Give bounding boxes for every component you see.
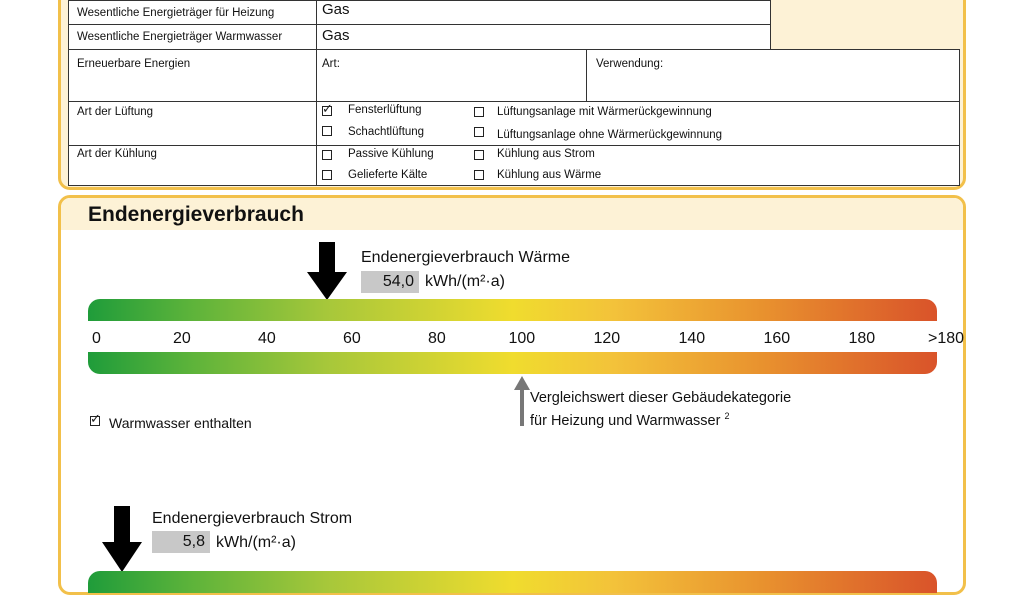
scale-bar-top [88,299,937,321]
vergleich-text-line2 [530,411,730,429]
waerme-unit: kWh/(m²·a) [425,273,505,290]
heizung-label: Wesentliche Energieträger für Heizung [77,7,275,19]
scale-tick-label: 160 [763,330,791,347]
vergleich-text-line1: Vergleichswert dieser Gebäudekategorie [530,390,792,406]
erneuerbar-label-cell [68,49,317,102]
checkbox-kuehlung-waerme[interactable] [474,170,484,180]
checkbox-lueftung-ohne-wrg[interactable] [474,127,484,137]
fensterlueftung-label: Fensterlüftung [348,104,422,116]
vergleich-marker-arrow-icon [512,376,532,428]
lueftung-ohne-wrg-label: Lüftungsanlage ohne Wärmerückgewinnung [497,129,723,141]
checkbox-passive-kuehlung[interactable] [322,150,332,160]
erneuerbar-art-label: Art: [322,58,340,70]
warmwasser-label: Wesentliche Energieträger Warmwasser [77,31,283,43]
scale-tick-label: 0 [92,330,101,347]
scale-tick-label: 80 [428,330,446,347]
erneuerbar-label: Erneuerbare Energien [77,58,191,70]
kuehlung-label: Art der Kühlung [77,148,157,160]
strom-scale-bar [88,571,937,593]
lueftung-mit-wrg-label: Lüftungsanlage mit Wärmerückgewinnung [497,106,712,118]
warmwasser-enthalten-label: Warmwasser enthalten [109,415,252,431]
erneuerbar-verwendung-label: Verwendung: [596,58,664,70]
erneuerbar-art-cell [316,49,587,102]
vergleich-footnote: 2 [724,411,730,421]
warmwasser-value-cell [316,24,771,50]
scale-tick-label: 100 [508,330,536,347]
scale-tick-label: >180 [928,330,965,347]
checkbox-lueftung-mit-wrg[interactable] [474,107,484,117]
scale-tick-label: 120 [593,330,621,347]
scale-tick-label: 60 [343,330,361,347]
kuehlung-strom-label: Kühlung aus Strom [497,148,595,160]
scale-bar-bottom [88,352,937,374]
strom-heading: Endenergieverbrauch Strom [152,510,353,527]
heizung-value-cell [316,0,771,25]
waerme-heading: Endenergieverbrauch Wärme [361,249,570,266]
vergleich-line2-text: für Heizung und Warmwasser [530,412,721,429]
heizung-value: Gas [322,1,350,18]
gelieferte-kaelte-label: Gelieferte Kälte [348,169,428,181]
kuehlung-waerme-label: Kühlung aus Wärme [497,169,602,181]
waerme-value: 54,0 [361,271,419,293]
warmwasser-value: Gas [322,27,350,44]
passive-kuehlung-label: Passive Kühlung [348,148,434,160]
checkbox-warmwasser-enthalten[interactable] [90,416,100,426]
checkbox-schachtlueftung[interactable] [322,126,332,136]
scale-tick-label: 140 [678,330,706,347]
strom-marker-arrow-icon [100,506,144,576]
scale-tick-label: 40 [258,330,276,347]
strom-value: 5,8 [152,531,210,553]
scale-tick-label: 20 [173,330,191,347]
schachtlueftung-label: Schachtlüftung [348,126,425,138]
strom-unit: kWh/(m²·a) [216,534,296,551]
checkbox-fensterlueftung[interactable] [322,106,332,116]
checkbox-gelieferte-kaelte[interactable] [322,170,332,180]
section-title: Endenergieverbrauch [88,203,304,226]
scale-tick-label: 180 [848,330,876,347]
lueftung-label: Art der Lüftung [77,106,154,118]
erneuerbar-verwendung-cell [586,49,960,102]
checkbox-kuehlung-strom[interactable] [474,150,484,160]
waerme-marker-arrow-icon [305,242,349,302]
